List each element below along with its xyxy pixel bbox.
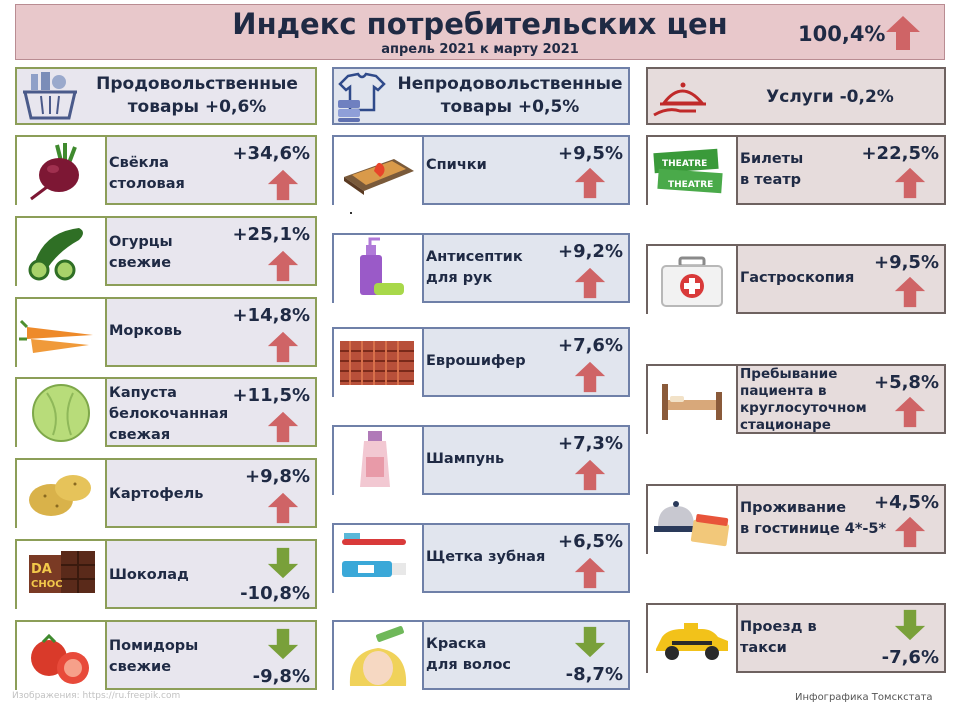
toothbrush-icon — [334, 525, 424, 593]
stray-dot — [350, 212, 352, 214]
item-name: Помидоры свежие — [109, 638, 199, 675]
tomato-icon — [17, 622, 107, 690]
arrow-up-icon — [894, 516, 926, 548]
category-nonfood-line1: Непродовольственные — [397, 74, 623, 94]
service-tray-icon — [650, 71, 720, 125]
arrow-up-icon — [267, 250, 299, 282]
first-aid-kit-icon — [648, 246, 738, 314]
item-change-value: -9,8% — [252, 666, 310, 687]
item-change-value: +25,1% — [232, 224, 310, 245]
nonfood-item-matches — [332, 135, 630, 205]
matches-icon — [334, 137, 424, 205]
chocolate-wrapper-text: CHOC — [31, 579, 63, 590]
food-item-cabbage — [15, 377, 317, 447]
clothes-icon — [334, 70, 390, 124]
arrow-up-icon — [574, 459, 606, 491]
category-services — [646, 67, 946, 125]
ticket-text: THEATRE — [662, 159, 708, 169]
total-index-value: 100,4% — [798, 22, 886, 46]
category-food-line2: товары +0,6% — [127, 97, 267, 117]
item-name: Морковь — [109, 323, 182, 339]
food-item-beet — [15, 135, 317, 205]
hospital-bed-icon — [648, 366, 738, 434]
item-name: Спички — [426, 157, 487, 173]
item-change-value: +11,5% — [232, 385, 310, 406]
item-name: Проезд в такси — [740, 619, 817, 656]
nonfood-item-hair-dye — [332, 620, 630, 690]
shampoo-icon — [334, 427, 424, 495]
roof-tile-icon — [334, 329, 424, 397]
arrow-up-icon — [267, 492, 299, 524]
category-nonfood-line2: товары +0,5% — [440, 97, 580, 117]
services-item-taxi — [646, 603, 946, 673]
category-food-line1: Продовольственные — [96, 74, 298, 94]
item-name: Билеты в театр — [740, 151, 804, 188]
chocolate-wrapper-text: DA — [31, 562, 52, 577]
arrow-up-icon — [574, 267, 606, 299]
cucumber-icon — [17, 218, 107, 286]
item-name: Картофель — [109, 486, 204, 502]
item-name: Проживание в гостинице 4*-5* — [740, 500, 887, 537]
services-item-hotel — [646, 484, 946, 554]
arrow-up-icon — [267, 411, 299, 443]
item-name: Шампунь — [426, 451, 505, 467]
header-banner — [15, 4, 945, 60]
arrow-up-icon — [267, 331, 299, 363]
food-item-chocolate — [15, 539, 317, 609]
arrow-up-icon — [574, 167, 606, 199]
item-name: Капуста белокочанная свежая — [109, 385, 229, 443]
item-change-value: +6,5% — [557, 531, 623, 552]
item-change-value: +14,8% — [232, 305, 310, 326]
potato-icon — [17, 460, 107, 528]
arrow-up-icon — [574, 361, 606, 393]
item-change-value: +4,5% — [873, 492, 939, 513]
item-name: Краска для волос — [426, 636, 512, 673]
item-change-value: +9,2% — [557, 241, 623, 262]
arrow-down-icon — [267, 547, 299, 579]
nonfood-item-toothbrush — [332, 523, 630, 593]
item-change-value: +7,6% — [557, 335, 623, 356]
services-item-gastroscopy — [646, 244, 946, 314]
item-name: Щетка зубная — [426, 549, 546, 565]
item-change-value: +7,3% — [557, 433, 623, 454]
chocolate-icon — [17, 541, 107, 609]
taxi-icon — [648, 605, 738, 673]
item-name: Гастроскопия — [740, 270, 855, 286]
ticket-text: THEATRE — [668, 180, 714, 190]
beet-icon — [17, 137, 107, 205]
food-item-carrot — [15, 297, 317, 367]
category-nonfood-label — [390, 73, 630, 119]
shopping-basket-icon — [19, 70, 81, 124]
category-services-label: Услуги -0,2% — [766, 87, 894, 107]
category-food — [15, 67, 317, 125]
nonfood-item-sanitizer — [332, 233, 630, 303]
page-subtitle: апрель 2021 к марту 2021 — [381, 42, 579, 57]
food-item-cucumber — [15, 216, 317, 286]
item-change-value: -7,6% — [881, 647, 939, 668]
item-name: Шоколад — [109, 567, 189, 583]
item-change-value: +9,5% — [873, 252, 939, 273]
services-item-hospital-stay — [646, 364, 946, 434]
arrow-down-icon — [267, 628, 299, 660]
category-food-label — [77, 73, 317, 119]
carrot-icon — [17, 299, 107, 367]
arrow-up-icon — [894, 396, 926, 428]
sanitizer-icon — [334, 235, 424, 303]
category-nonfood — [332, 67, 630, 125]
services-item-theatre — [646, 135, 946, 205]
food-item-potato — [15, 458, 317, 528]
item-change-value: +34,6% — [232, 143, 310, 164]
item-name: Огурцы свежие — [109, 234, 173, 271]
nonfood-item-roof-tile — [332, 327, 630, 397]
cabbage-icon — [17, 379, 107, 447]
item-change-value: +9,5% — [557, 143, 623, 164]
arrow-up-icon — [574, 557, 606, 589]
item-change-value: +9,8% — [244, 466, 310, 487]
item-name: Свёкла столовая — [109, 155, 185, 192]
arrow-up-icon — [885, 15, 921, 51]
item-change-value: +22,5% — [861, 143, 939, 164]
food-item-tomato — [15, 620, 317, 690]
theatre-ticket-icon — [648, 137, 738, 205]
arrow-down-icon — [894, 609, 926, 641]
item-name: Пребывание пациента в круглосуточном стационаре — [740, 366, 867, 433]
nonfood-item-shampoo — [332, 425, 630, 495]
hair-dye-icon — [334, 622, 424, 690]
infographic-credit: Инфографика Томскстата — [795, 692, 933, 703]
arrow-up-icon — [894, 167, 926, 199]
item-change-value: -10,8% — [240, 583, 310, 604]
item-change-value: -8,7% — [565, 664, 623, 685]
hotel-bell-icon — [648, 486, 738, 554]
arrow-up-icon — [894, 276, 926, 308]
arrow-down-icon — [574, 626, 606, 658]
image-source-note: Изображения: https://ru.freepik.com — [12, 691, 181, 701]
item-name: Антисептик для рук — [426, 249, 523, 286]
page-title: Индекс потребительских цен — [232, 7, 728, 41]
arrow-up-icon — [267, 169, 299, 201]
item-change-value: +5,8% — [873, 372, 939, 393]
item-name: Еврошифер — [426, 353, 526, 369]
